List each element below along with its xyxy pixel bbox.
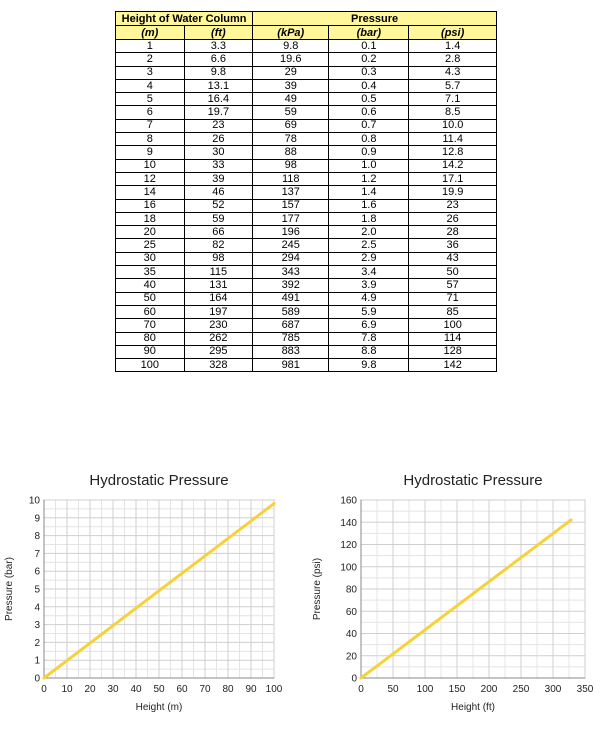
cell-ft: 9.8 — [184, 66, 253, 79]
cell-kpa: 177 — [253, 212, 329, 225]
cell-ft: 52 — [184, 199, 253, 212]
cell-bar: 3.9 — [329, 279, 409, 292]
cell-psi: 71 — [409, 292, 497, 305]
y-tick-label: 4 — [34, 602, 40, 614]
cell-kpa: 687 — [253, 319, 329, 332]
cell-m: 1 — [116, 40, 185, 53]
table-row — [116, 106, 497, 119]
chart-bar-vs-meters — [0, 470, 290, 731]
cell-m: 9 — [116, 146, 185, 159]
cell-psi: 114 — [409, 332, 497, 345]
cell-m: 2 — [116, 53, 185, 66]
cell-bar: 0.4 — [329, 79, 409, 92]
table-row — [116, 53, 497, 66]
cell-ft: 230 — [184, 319, 253, 332]
table-row — [116, 239, 497, 252]
height-group-header: Height of Water Column — [116, 12, 253, 26]
y-tick-label: 40 — [345, 629, 357, 640]
cell-psi: 43 — [409, 252, 497, 265]
table-row — [116, 40, 497, 53]
unit-header-psi: (psi) — [409, 26, 497, 40]
x-tick-label: 0 — [41, 684, 47, 695]
unit-header-ft: (ft) — [184, 26, 253, 40]
table-row — [116, 319, 497, 332]
y-tick-label: 5 — [34, 584, 40, 596]
y-tick-label: 140 — [340, 517, 357, 529]
cell-ft: 82 — [184, 239, 253, 252]
cell-m: 12 — [116, 172, 185, 185]
pressure-table-container — [115, 11, 497, 372]
cell-bar: 0.2 — [329, 53, 409, 66]
table-row — [116, 79, 497, 92]
cell-ft: 115 — [184, 266, 253, 279]
cell-psi: 11.4 — [409, 133, 497, 146]
y-tick-label: 60 — [345, 606, 357, 618]
y-tick-label: 120 — [340, 540, 357, 551]
cell-ft: 6.6 — [184, 53, 253, 66]
cell-bar: 2.0 — [329, 226, 409, 239]
cell-ft: 328 — [184, 359, 253, 372]
cell-ft: 16.4 — [184, 93, 253, 106]
cell-m: 14 — [116, 186, 185, 199]
cell-m: 30 — [116, 252, 185, 265]
cell-kpa: 589 — [253, 305, 329, 318]
x-tick-label: 100 — [265, 684, 283, 695]
cell-bar: 0.3 — [329, 66, 409, 79]
cell-bar: 2.5 — [329, 239, 409, 252]
cell-psi: 14.2 — [409, 159, 497, 172]
cell-ft: 98 — [184, 252, 253, 265]
cell-ft: 39 — [184, 172, 253, 185]
cell-kpa: 19.6 — [253, 53, 329, 66]
cell-kpa: 98 — [253, 159, 329, 172]
cell-kpa: 9.8 — [253, 40, 329, 53]
table-row — [116, 266, 497, 279]
x-tick-label: 20 — [84, 684, 96, 695]
cell-ft: 59 — [184, 212, 253, 225]
y-axis-label: Pressure (psi) — [312, 557, 323, 621]
x-tick-label: 60 — [176, 684, 188, 695]
cell-kpa: 78 — [253, 133, 329, 146]
cell-ft: 295 — [184, 345, 253, 358]
table-row — [116, 119, 497, 132]
cell-m: 50 — [116, 292, 185, 305]
cell-m: 35 — [116, 266, 185, 279]
cell-m: 6 — [116, 106, 185, 119]
chart-title: Hydrostatic Pressure — [403, 472, 543, 489]
cell-ft: 30 — [184, 146, 253, 159]
cell-m: 3 — [116, 66, 185, 79]
x-tick-label: 350 — [576, 684, 594, 695]
cell-kpa: 88 — [253, 146, 329, 159]
y-tick-label: 20 — [345, 651, 357, 663]
cell-psi: 142 — [409, 359, 497, 372]
cell-ft: 131 — [184, 279, 253, 292]
table-row — [116, 159, 497, 172]
cell-psi: 2.8 — [409, 53, 497, 66]
cell-kpa: 49 — [253, 93, 329, 106]
x-axis-label: Height (ft) — [451, 702, 495, 713]
data-point — [273, 502, 276, 505]
cell-m: 90 — [116, 345, 185, 358]
cell-bar: 6.9 — [329, 319, 409, 332]
cell-m: 18 — [116, 212, 185, 225]
x-tick-label: 90 — [245, 684, 257, 695]
cell-kpa: 883 — [253, 345, 329, 358]
table-row — [116, 93, 497, 106]
y-tick-label: 2 — [34, 637, 40, 649]
cell-psi: 23 — [409, 199, 497, 212]
cell-m: 4 — [116, 79, 185, 92]
table-row — [116, 66, 497, 79]
x-tick-label: 10 — [61, 684, 73, 695]
cell-ft: 23 — [184, 119, 253, 132]
x-tick-label: 0 — [358, 684, 364, 695]
y-tick-label: 0 — [351, 673, 357, 685]
cell-bar: 1.0 — [329, 159, 409, 172]
y-tick-label: 160 — [340, 495, 357, 507]
y-tick-label: 9 — [34, 513, 40, 525]
cell-psi: 12.8 — [409, 146, 497, 159]
chart-title: Hydrostatic Pressure — [89, 472, 229, 489]
cell-ft: 46 — [184, 186, 253, 199]
cell-bar: 5.9 — [329, 305, 409, 318]
cell-m: 16 — [116, 199, 185, 212]
table-body — [116, 40, 497, 372]
cell-ft: 13.1 — [184, 79, 253, 92]
cell-psi: 128 — [409, 345, 497, 358]
x-tick-label: 200 — [480, 684, 498, 695]
cell-psi: 5.7 — [409, 79, 497, 92]
y-tick-label: 10 — [28, 495, 40, 507]
cell-kpa: 294 — [253, 252, 329, 265]
table-row — [116, 345, 497, 358]
cell-kpa: 59 — [253, 106, 329, 119]
table-row — [116, 279, 497, 292]
cell-bar: 0.7 — [329, 119, 409, 132]
y-tick-label: 80 — [345, 584, 357, 596]
data-point — [569, 519, 572, 522]
cell-psi: 7.1 — [409, 93, 497, 106]
cell-psi: 100 — [409, 319, 497, 332]
cell-bar: 0.1 — [329, 40, 409, 53]
table-row — [116, 199, 497, 212]
cell-psi: 8.5 — [409, 106, 497, 119]
chart-psi-vs-feet — [306, 470, 602, 731]
x-tick-label: 30 — [107, 684, 119, 695]
cell-m: 8 — [116, 133, 185, 146]
y-tick-label: 1 — [34, 655, 40, 667]
table-row — [116, 305, 497, 318]
cell-bar: 1.4 — [329, 186, 409, 199]
cell-ft: 164 — [184, 292, 253, 305]
cell-psi: 17.1 — [409, 172, 497, 185]
cell-kpa: 392 — [253, 279, 329, 292]
table-row — [116, 133, 497, 146]
cell-kpa: 157 — [253, 199, 329, 212]
cell-bar: 0.6 — [329, 106, 409, 119]
unit-header-kpa: (kPa) — [253, 26, 329, 40]
cell-ft: 33 — [184, 159, 253, 172]
cell-m: 25 — [116, 239, 185, 252]
pressure-group-header: Pressure — [253, 12, 497, 26]
cell-m: 20 — [116, 226, 185, 239]
cell-psi: 36 — [409, 239, 497, 252]
cell-m: 5 — [116, 93, 185, 106]
unit-header-m: (m) — [116, 26, 185, 40]
cell-bar: 1.2 — [329, 172, 409, 185]
cell-psi: 28 — [409, 226, 497, 239]
cell-psi: 85 — [409, 305, 497, 318]
x-tick-label: 300 — [544, 684, 562, 695]
cell-kpa: 39 — [253, 79, 329, 92]
cell-kpa: 491 — [253, 292, 329, 305]
cell-m: 100 — [116, 359, 185, 372]
cell-psi: 4.3 — [409, 66, 497, 79]
table-row — [116, 212, 497, 225]
cell-kpa: 196 — [253, 226, 329, 239]
x-tick-label: 100 — [416, 684, 434, 695]
cell-m: 40 — [116, 279, 185, 292]
cell-kpa: 785 — [253, 332, 329, 345]
cell-bar: 0.9 — [329, 146, 409, 159]
cell-m: 60 — [116, 305, 185, 318]
table-row — [116, 186, 497, 199]
cell-kpa: 118 — [253, 172, 329, 185]
cell-ft: 3.3 — [184, 40, 253, 53]
cell-bar: 3.4 — [329, 266, 409, 279]
table-row — [116, 252, 497, 265]
cell-ft: 197 — [184, 305, 253, 318]
cell-psi: 19.9 — [409, 186, 497, 199]
x-tick-label: 250 — [512, 684, 530, 695]
table-row — [116, 172, 497, 185]
cell-kpa: 245 — [253, 239, 329, 252]
cell-psi: 50 — [409, 266, 497, 279]
cell-bar: 0.5 — [329, 93, 409, 106]
y-tick-label: 8 — [34, 531, 40, 543]
cell-bar: 0.8 — [329, 133, 409, 146]
x-tick-label: 50 — [153, 684, 165, 695]
cell-ft: 19.7 — [184, 106, 253, 119]
table-units-row — [116, 26, 497, 40]
table-row — [116, 359, 497, 372]
table-row — [116, 226, 497, 239]
cell-ft: 26 — [184, 133, 253, 146]
cell-m: 80 — [116, 332, 185, 345]
x-tick-label: 70 — [199, 684, 211, 695]
cell-kpa: 981 — [253, 359, 329, 372]
y-tick-label: 7 — [34, 548, 40, 560]
cell-kpa: 343 — [253, 266, 329, 279]
cell-ft: 66 — [184, 226, 253, 239]
cell-bar: 9.8 — [329, 359, 409, 372]
cell-bar: 7.8 — [329, 332, 409, 345]
x-tick-label: 150 — [448, 684, 466, 695]
cell-kpa: 29 — [253, 66, 329, 79]
y-tick-label: 0 — [34, 673, 40, 685]
table-row — [116, 292, 497, 305]
cell-ft: 262 — [184, 332, 253, 345]
cell-kpa: 69 — [253, 119, 329, 132]
table-header-group-row — [116, 12, 497, 26]
data-point — [360, 677, 363, 680]
cell-bar: 2.9 — [329, 252, 409, 265]
y-tick-label: 6 — [34, 566, 40, 578]
data-point — [43, 677, 46, 680]
cell-m: 10 — [116, 159, 185, 172]
cell-psi: 1.4 — [409, 40, 497, 53]
y-tick-label: 100 — [340, 562, 357, 574]
chart-bar-svg — [0, 470, 290, 731]
chart-psi-svg — [306, 470, 602, 731]
y-tick-label: 3 — [34, 620, 40, 632]
cell-bar: 8.8 — [329, 345, 409, 358]
cell-psi: 26 — [409, 212, 497, 225]
y-axis-label: Pressure (bar) — [4, 557, 15, 621]
cell-bar: 4.9 — [329, 292, 409, 305]
table-row — [116, 146, 497, 159]
table-row — [116, 332, 497, 345]
cell-kpa: 137 — [253, 186, 329, 199]
cell-psi: 57 — [409, 279, 497, 292]
x-axis-label: Height (m) — [135, 702, 183, 713]
cell-bar: 1.6 — [329, 199, 409, 212]
x-tick-label: 40 — [130, 684, 142, 695]
unit-header-bar: (bar) — [329, 26, 409, 40]
cell-psi: 10.0 — [409, 119, 497, 132]
x-tick-label: 80 — [222, 684, 234, 695]
cell-m: 70 — [116, 319, 185, 332]
cell-bar: 1.8 — [329, 212, 409, 225]
pressure-table — [115, 11, 497, 372]
x-tick-label: 50 — [387, 684, 399, 695]
cell-m: 7 — [116, 119, 185, 132]
